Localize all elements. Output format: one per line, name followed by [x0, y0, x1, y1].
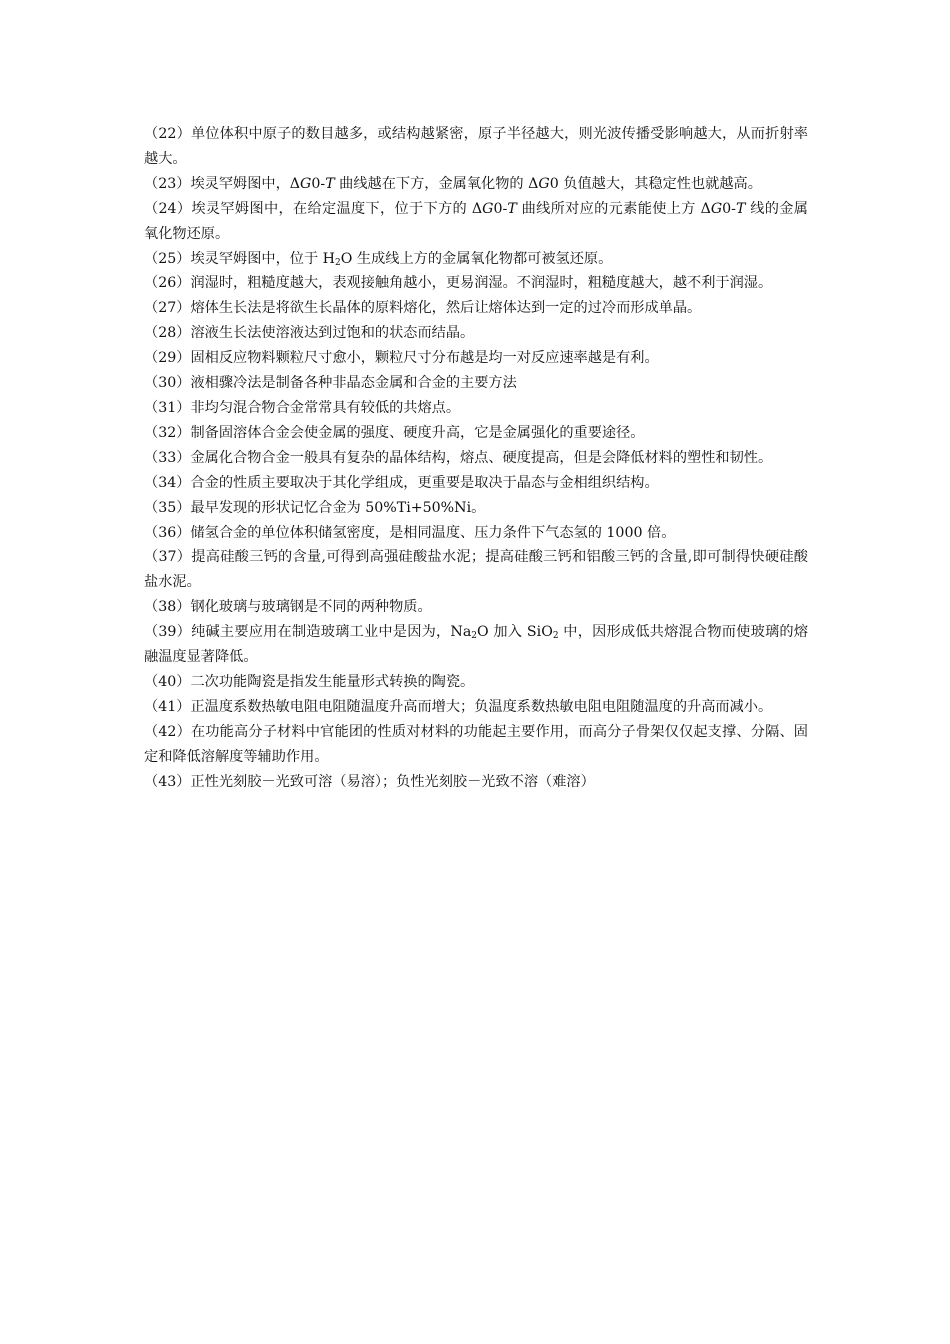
item-number: （32） [144, 424, 191, 441]
paragraph-36 [144, 521, 808, 546]
paragraph-40 [144, 670, 808, 695]
item-text: 制备固溶体合金会使金属的强度、硬度升高，它是金属强化的重要途径。 [190, 424, 645, 441]
item-text: 提高硅酸三钙的含量,可得到高强硅酸盐水泥；提高硅酸三钙和铝酸三钙的含量,即可制得快硬硅酸盐水泥。 [144, 549, 808, 591]
item-text: 储氢合金的单位体积储氢密度，是相同温度、压力条件下气态氢的 1000 倍。 [190, 524, 676, 541]
item-text: O 生成线上方的金属氧化物都可被氢还原。 [340, 250, 613, 267]
subscript: 2 [471, 631, 478, 642]
paragraph-32 [144, 421, 808, 446]
paragraph-25 [144, 247, 808, 272]
paragraph-28 [144, 321, 808, 346]
item-text: 0- [493, 200, 508, 217]
item-number: （25） [144, 250, 191, 267]
item-text: 埃灵罕姆图中，在给定温度下，位于下方的 [191, 200, 472, 217]
item-number: （27） [144, 300, 191, 317]
paragraph-34 [144, 471, 808, 496]
item-text: 曲线越在下方，金属氧化物的 [334, 175, 529, 192]
item-number: （37） [144, 549, 192, 566]
paragraph-24 [144, 197, 808, 247]
italic-t: T [325, 175, 335, 192]
delta-symbol: Δ [700, 200, 711, 217]
item-text: 固相反应物料颗粒尺寸愈小，颗粒尺寸分布越是均一对反应速率越是有利。 [190, 350, 659, 367]
delta-symbol: Δ [528, 175, 539, 192]
paragraph-38 [144, 595, 808, 620]
paragraph-30 [144, 371, 808, 396]
item-text: 溶液生长法使溶液达到过饱和的状态而结晶。 [190, 325, 475, 342]
item-number: （35） [144, 499, 191, 516]
item-text: O 加入 SiO [477, 624, 553, 641]
italic-g: G [538, 175, 550, 192]
item-number: （42） [144, 723, 191, 740]
paragraph-39 [144, 620, 808, 670]
item-text: 0- [311, 175, 326, 192]
paragraph-41 [144, 695, 808, 720]
item-number: （38） [144, 599, 191, 616]
item-number: （39） [144, 624, 192, 641]
item-text: 钢化玻璃与玻璃钢是不同的两种物质。 [190, 599, 432, 616]
paragraph-26 [144, 271, 808, 296]
item-number: （28） [144, 325, 191, 342]
item-text: 合金的性质主要取决于其化学组成，更重要是取决于晶态与金相组织结构。 [190, 474, 659, 491]
italic-g: G [710, 200, 723, 217]
paragraph-33 [144, 446, 808, 471]
item-text: 在功能高分子材料中官能团的性质对材料的功能起主要作用，而高分子骨架仅仅起支撑、分隔、固定和降低溶解度等辅助作用。 [144, 723, 808, 765]
paragraph-43 [144, 770, 808, 795]
delta-symbol: Δ [471, 200, 483, 217]
item-text: 正性光刻胶－光致可溶（易溶）；负性光刻胶－光致不溶（难溶） [190, 773, 595, 790]
paragraph-42 [144, 720, 808, 770]
item-number: （41） [144, 698, 191, 715]
item-text: 纯碱主要应用在制造玻璃工业中是因为，Na [191, 624, 472, 641]
item-number: （30） [144, 375, 191, 392]
item-text: 埃灵罕姆图中，位于 H [190, 250, 336, 267]
item-text: 润湿时，粗糙度越大，表观接触角越小，更易润湿。不润湿时，粗糙度越大，越不利于润湿。 [190, 275, 773, 292]
item-text: 0- [722, 200, 736, 217]
document-body [144, 122, 808, 794]
item-text: 液相骤冷法是制备各种非晶态金属和合金的主要方法 [190, 375, 517, 392]
item-number: （33） [144, 449, 191, 466]
item-number: （29） [144, 350, 191, 367]
italic-t: T [507, 200, 517, 217]
subscript: 2 [552, 631, 559, 642]
item-text: 二次功能陶瓷是指发生能量形式转换的陶瓷。 [190, 673, 475, 690]
delta-symbol: Δ [289, 175, 301, 192]
item-text: 非均匀混合物合金常常具有较低的共熔点。 [190, 399, 461, 416]
item-text: 熔体生长法是将欲生长晶体的原料熔化，然后让熔体达到一定的过冷而形成单晶。 [190, 300, 702, 317]
paragraph-35 [144, 496, 808, 521]
subscript: 2 [335, 257, 341, 268]
item-number: （40） [144, 673, 191, 690]
item-text: 曲线所对应的元素能使上方 [516, 200, 701, 217]
paragraph-37 [144, 545, 808, 595]
item-text: 中，因形成低共熔混合物而使玻璃的熔融温度显著降低。 [144, 624, 808, 666]
item-text: 埃灵罕姆图中， [190, 175, 290, 192]
item-text: 单位体积中原子的数目越多，或结构越紧密，原子半径越大，则光波传播受影响越大，从而折射率越大。 [144, 126, 808, 167]
paragraph-23 [144, 172, 808, 197]
italic-t: T [735, 200, 746, 217]
item-number: （26） [144, 275, 191, 292]
paragraph-22 [144, 122, 808, 172]
item-text: 金属化合物合金一般具有复杂的晶体结构，熔点、硬度提高，但是会降低材料的塑性和韧性。 [190, 449, 773, 466]
item-number: （31） [144, 399, 191, 416]
item-text: 最早发现的形状记忆合金为 50%Ti+50%Ni。 [190, 499, 486, 516]
item-number: （24） [144, 200, 192, 217]
item-number: （34） [144, 474, 191, 491]
item-text: 正温度系数热敏电阻电阻随温度升高而增大；负温度系数热敏电阻电阻随温度的升高而减小。 [190, 698, 773, 715]
item-number: （36） [144, 524, 191, 541]
italic-g: G [300, 175, 312, 192]
item-number: （23） [144, 175, 191, 192]
paragraph-27 [144, 296, 808, 321]
italic-g: G [482, 200, 494, 217]
item-number: （22） [144, 126, 191, 142]
item-text: 0 负值越大，其稳定性也就越高。 [549, 175, 762, 192]
item-text: 线的金属氧化物还原。 [144, 200, 808, 242]
item-number: （43） [144, 773, 191, 790]
paragraph-29 [144, 346, 808, 371]
paragraph-31 [144, 396, 808, 421]
